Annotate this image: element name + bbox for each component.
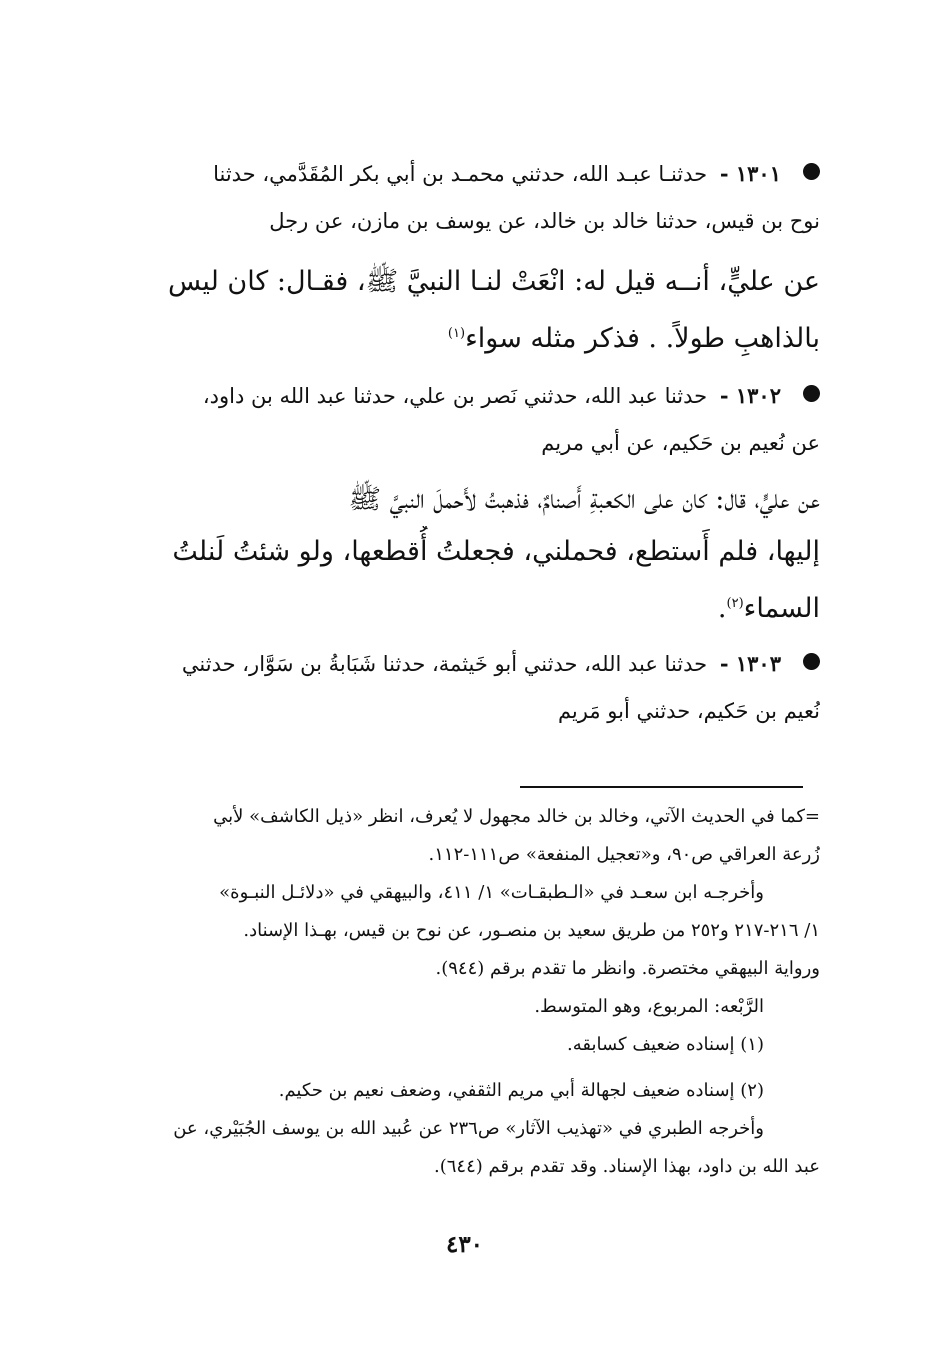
matn-line bbox=[108, 308, 820, 365]
footnote-ref: (١) bbox=[447, 326, 466, 341]
footnote-line: عبد الله بن داود، بهذا الإسناد. وقد تقدم برقم (٦٤٤). bbox=[434, 1156, 820, 1177]
hadith-number: ١٣٠٢ - bbox=[719, 383, 781, 408]
isnad-line bbox=[108, 150, 820, 198]
footnote-line: (١) إسناده ضعيف كسابقه. bbox=[567, 1034, 764, 1055]
isnad-text: حدثنا عبد الله، حدثني أبو خَيثمة، حدثنا شَبَابةُ بن سَوَّار، حدثني bbox=[181, 652, 708, 676]
matn-line: إليها، فلم أَستطع، فحملني، فجعلتُ أُقطعها، ولو شئتُ لَنلتُ bbox=[172, 536, 820, 567]
bullet-icon bbox=[803, 653, 820, 670]
matn-text: السماء bbox=[743, 593, 820, 624]
page-number: ٤٣٠ bbox=[445, 1231, 484, 1258]
hadith-1303-isnad bbox=[108, 640, 820, 735]
bullet-icon bbox=[803, 385, 820, 402]
hadith-1302-matn bbox=[108, 474, 820, 635]
isnad-line: عن نُعيم بن حَكيم، عن أبي مريم bbox=[541, 431, 820, 455]
bullet-icon bbox=[803, 163, 820, 180]
footnotes bbox=[108, 798, 820, 1186]
footnote-line: الرَّبْعه: المربوع، وهو المتوسط. bbox=[534, 996, 764, 1017]
footnote-line: وأخرجـه ابن سعـد في «الـطبقـات» ١/ ٤١١، والبيهقي في «دلائـل النبـوة» bbox=[219, 882, 764, 903]
matn-line bbox=[108, 578, 820, 635]
footnote-line: ١/ ٢١٦-٢١٧ و٢٥٢ من طريق سعيد بن منصـور، عن نوح بن قيس، بهـذا الإسناد. bbox=[243, 920, 820, 941]
footnote-line: زُرعة العراقي ص٩٠، و«تعجيل المنفعة» ص١١١-١١٢. bbox=[428, 844, 820, 865]
isnad-text: حدثنـا عبـد الله، حدثني محمـد بن أبي بكر المُقَدَّمي، حدثنا bbox=[213, 162, 708, 186]
footnote-line: =كما في الحديث الآتي، وخالد بن خالد مجهول لا يُعرف، انظر «ذيل الكاشف» لأبي bbox=[213, 806, 820, 827]
footnote-line: (٢) إسناده ضعيف لجهالة أبي مريم الثقفي، وضعف نعيم بن حكيم. bbox=[278, 1080, 764, 1101]
footnote-line: وأخرجه الطبري في «تهذيب الآثار» ص٢٣٦ عن عُبيد الله بن يوسف الجُبَيْري، عن bbox=[173, 1118, 764, 1139]
hadith-number: ١٣٠٣ - bbox=[719, 651, 781, 676]
isnad-line bbox=[108, 640, 820, 688]
matn-line: عن عليٍّ، أنــه قيل له: انْعَتْ لنـا النبيَّ ﷺ، فقـال: كان ليس bbox=[168, 266, 820, 297]
footnote-separator bbox=[520, 786, 803, 788]
hadith-1301-matn bbox=[108, 256, 820, 365]
hadith-1301-isnad bbox=[108, 150, 820, 245]
isnad-line: نوح بن قيس، حدثنا خالد بن خالد، عن يوسف بن مازن، عن رجل bbox=[269, 209, 820, 233]
isnad-text: حدثنا عبد الله، حدثني نَصر بن علي، حدثنا عبد الله بن داود، bbox=[202, 384, 708, 408]
footnote-line: ورواية البيهقي مختصرة. وانظر ما تقدم برقم (٩٤٤). bbox=[435, 958, 820, 979]
footnote-ref: (٢) bbox=[726, 596, 744, 611]
hadith-number: ١٣٠١ - bbox=[719, 161, 781, 186]
isnad-line: نُعيم بن حَكيم، حدثني أبو مَريم bbox=[557, 699, 820, 723]
isnad-line bbox=[108, 372, 820, 420]
hadith-1302-isnad bbox=[108, 372, 820, 467]
matn-text: بالذاهبِ طولاً. . فذكر مثله سواء bbox=[465, 323, 820, 354]
matn-end: . bbox=[717, 593, 727, 624]
matn-line: عن عليٍّ، قال: كان على الكعبةِ أَصنامٌ، فذهبتُ لأَحملَ النبيَّ ﷺ bbox=[348, 484, 820, 515]
